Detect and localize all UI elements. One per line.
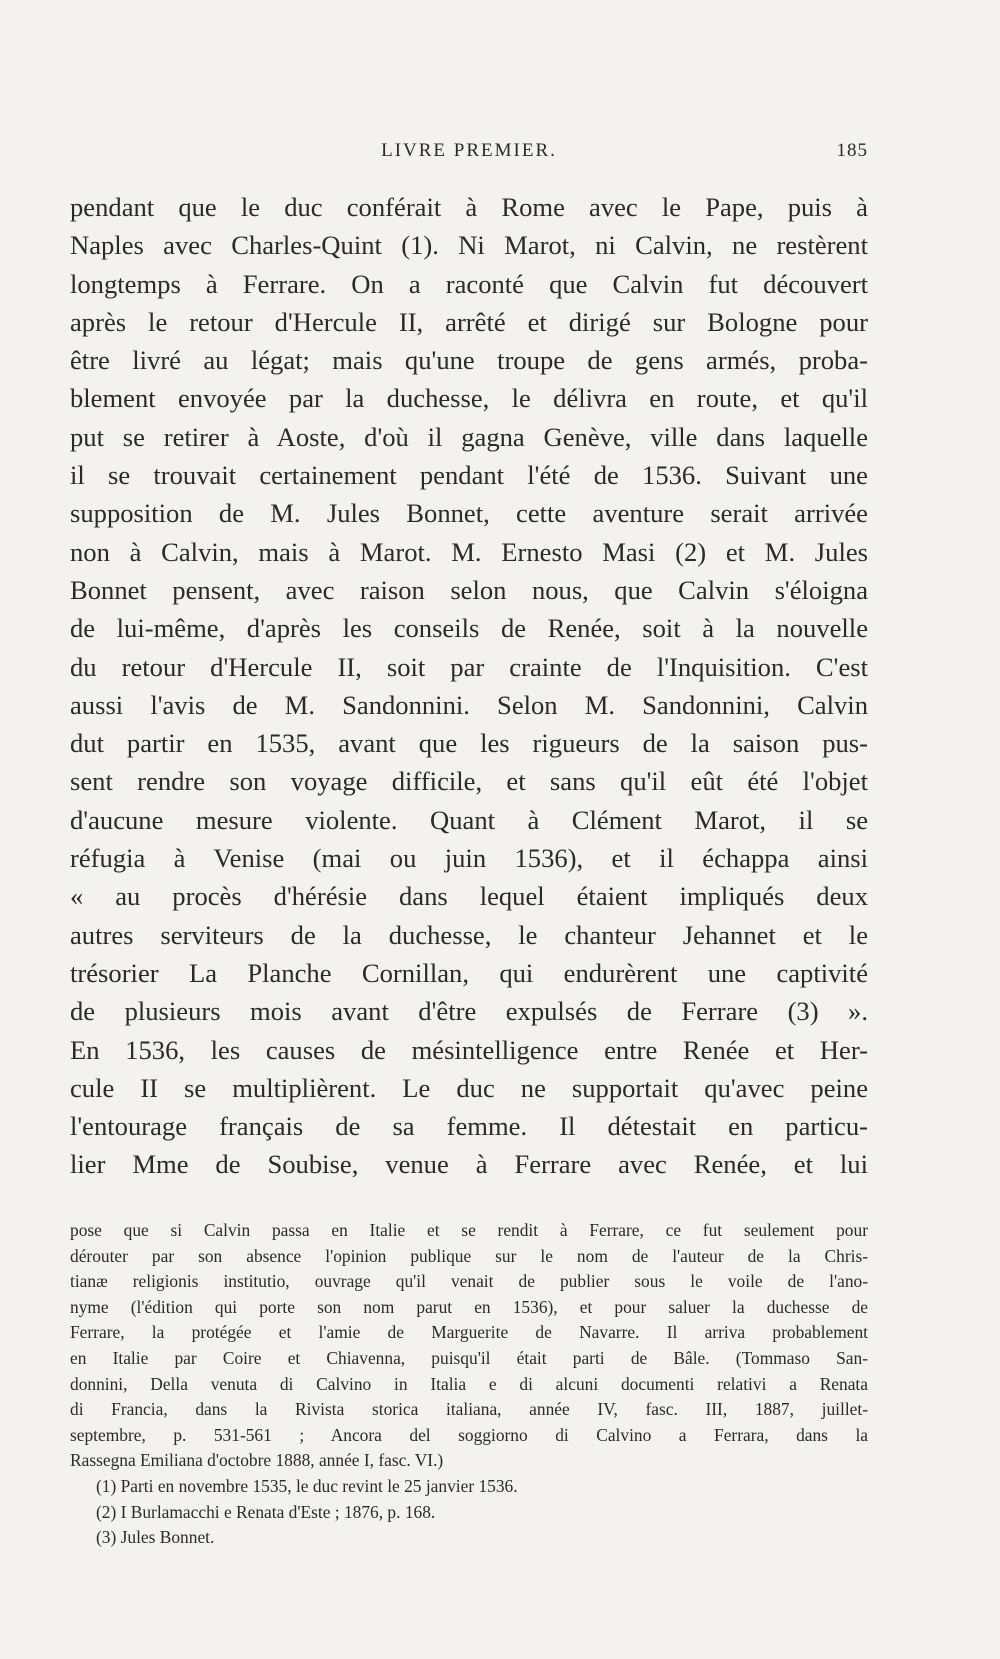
body-line: blement envoyée par la duchesse, le délivra en route, et qu'il <box>70 383 868 414</box>
body-line: être livré au légat; mais qu'une troupe de gens armés, proba- <box>70 345 868 376</box>
running-head-title: LIVRE PREMIER. <box>381 140 557 161</box>
running-head <box>70 140 868 170</box>
body-line: après le retour d'Hercule II, arrêté et dirigé sur Bologne pour <box>70 306 868 337</box>
note-line: Rassegna Emiliana d'octobre 1888, année I, fasc. VI.) <box>70 1450 444 1471</box>
body-line: Naples avec Charles-Quint (1). Ni Marot, ni Calvin, ne restèrent <box>70 230 868 261</box>
body-line: de plusieurs mois avant d'être expulsés de Ferrare (3) ». <box>70 996 868 1027</box>
body-line: autres serviteurs de la duchesse, le chanteur Jehannet et le <box>70 919 868 950</box>
body-line: cule II se multiplièrent. Le duc ne supportait qu'avec peine <box>70 1072 868 1103</box>
footnote: (1) Parti en novembre 1535, le duc revint le 25 janvier 1536. <box>96 1475 518 1496</box>
body-line: lier Mme de Soubise, venue à Ferrare avec Renée, et lui <box>70 1149 868 1180</box>
note-line: Ferrare, la protégée et l'amie de Marguerite de Navarre. Il arriva probablement <box>70 1322 868 1343</box>
note-line: en Italie par Coire et Chiavenna, puisqu'il était parti de Bâle. (Tommaso San- <box>70 1347 868 1368</box>
body-line: pendant que le duc conférait à Rome avec le Pape, puis à <box>70 192 868 222</box>
body-line: trésorier La Planche Cornillan, qui endurèrent une captivité <box>70 957 868 988</box>
body-line: Bonnet pensent, avec raison selon nous, que Calvin s'éloigna <box>70 574 868 605</box>
body-text <box>70 188 868 1184</box>
note-line: pose que si Calvin passa en Italie et se rendit à Ferrare, ce fut seulement pour <box>70 1220 868 1240</box>
body-line: sent rendre son voyage difficile, et sans qu'il eût été l'objet <box>70 766 868 797</box>
body-line: réfugia à Venise (mai ou juin 1536), et il échappa ainsi <box>70 843 868 874</box>
body-line: dut partir en 1535, avant que les rigueurs de la saison pus- <box>70 728 868 759</box>
body-line: supposition de M. Jules Bonnet, cette aventure serait arrivée <box>70 498 868 529</box>
body-line: l'entourage français de sa femme. Il détestait en particu- <box>70 1111 868 1142</box>
note-line: dérouter par son absence l'opinion publique sur le nom de l'auteur de la Chris- <box>70 1245 868 1266</box>
note-line: septembre, p. 531-561 ; Ancora del soggiorno di Calvino a Ferrara, dans la <box>70 1424 868 1445</box>
body-line: put se retirer à Aoste, d'où il gagna Genève, ville dans laquelle <box>70 421 868 452</box>
note-line: nyme (l'édition qui porte son nom parut en 1536), et pour saluer la duchesse de <box>70 1296 868 1317</box>
body-line: d'aucune mesure violente. Quant à Clément Marot, il se <box>70 804 868 835</box>
footnote: (2) I Burlamacchi e Renata d'Este ; 1876, p. 168. <box>96 1501 436 1522</box>
footnotes-block <box>70 1218 868 1551</box>
body-line: aussi l'avis de M. Sandonnini. Selon M. Sandonnini, Calvin <box>70 689 868 720</box>
note-line: di Francia, dans la Rivista storica italiana, année IV, fasc. III, 1887, juillet- <box>70 1399 868 1420</box>
page-number: 185 <box>836 140 868 161</box>
body-line: du retour d'Hercule II, soit par crainte de l'Inquisition. C'est <box>70 651 868 682</box>
body-line: non à Calvin, mais à Marot. M. Ernesto Masi (2) et M. Jules <box>70 536 868 567</box>
note-line: donnini, Della venuta di Calvino in Italia e di alcuni documenti relativi a Renata <box>70 1373 868 1394</box>
note-line: tianæ religionis institutio, ouvrage qu'il venait de publier sous le voile de l'ano- <box>70 1271 868 1292</box>
body-line: longtemps à Ferrare. On a raconté que Calvin fut découvert <box>70 268 868 299</box>
footnote: (3) Jules Bonnet. <box>96 1527 215 1548</box>
body-line: de lui-même, d'après les conseils de Renée, soit à la nouvelle <box>70 613 868 644</box>
body-line: il se trouvait certainement pendant l'été de 1536. Suivant une <box>70 460 868 491</box>
body-line: En 1536, les causes de mésintelligence entre Renée et Her- <box>70 1034 868 1065</box>
body-line: « au procès d'hérésie dans lequel étaient impliqués deux <box>70 881 868 912</box>
